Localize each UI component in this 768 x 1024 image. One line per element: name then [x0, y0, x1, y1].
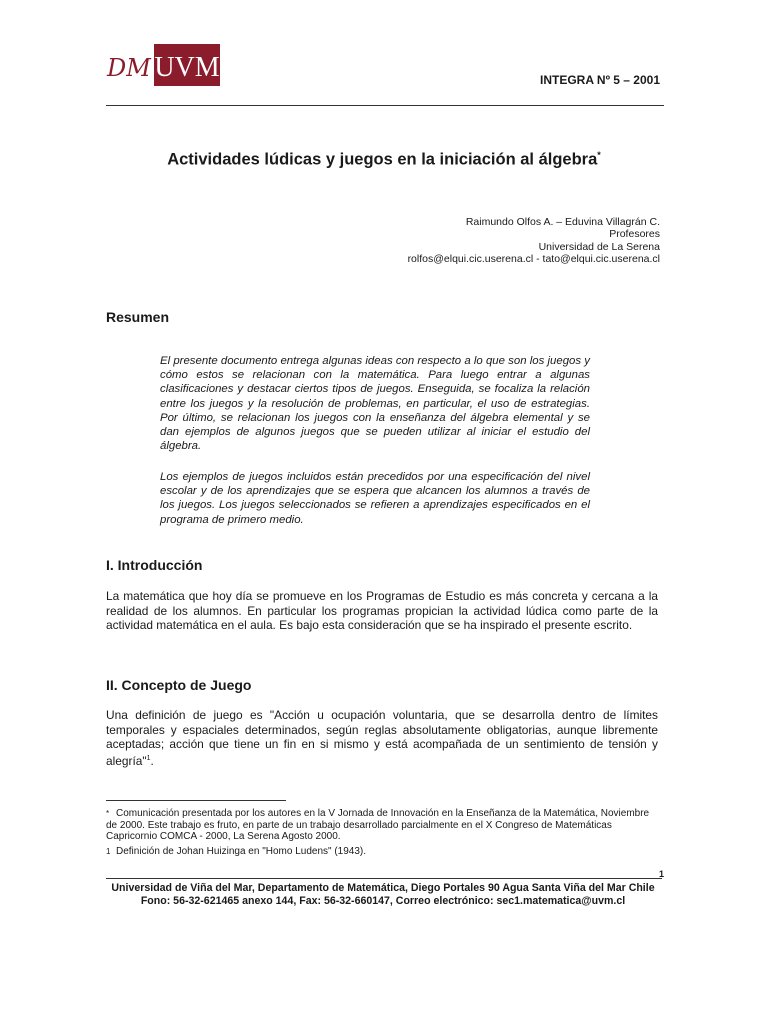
footnote-ref-1[interactable]: 1 [146, 754, 151, 762]
footer-divider [106, 878, 662, 879]
footnote-1-mark: 1 [106, 847, 111, 856]
footnote-star-mark: * [106, 809, 110, 818]
logo-uvm-text: UVM [154, 52, 220, 83]
footnote-star [106, 808, 658, 843]
logo-dm-text: DM [107, 54, 151, 82]
header-divider [106, 105, 664, 106]
concepto-heading: II. Concepto de Juego [106, 677, 252, 693]
journal-issue: INTEGRA Nº 5 – 2001 [540, 73, 660, 87]
footnote-divider [106, 800, 286, 801]
author-emails: rolfos@elqui.cic.userena.cl - tato@elqui.cic.userena.cl [407, 252, 660, 265]
abstract-paragraph-2: Los ejemplos de juegos incluidos están precedidos por una especificación del nivel escolar y de los aprendizajes que se espera que alcancen los alumnos a través de los juegos. Los juegos seleccionados se refieren a aprendizajes especificados en el programa de primero medio. [160, 471, 590, 526]
concepto-paragraph [106, 708, 658, 768]
author-block [408, 216, 660, 265]
footer-contact: Fono: 56-32-621465 anexo 144, Fax: 56-32-660147, Correo electrónico: sec1.matematica@uvm.cl [140, 894, 626, 907]
concepto-text: Una definición de juego es "Acción u ocupación voluntaria, que se desarrolla dentro de límites temporales y espaciales determinados, según reglas absolutamente obligatorias, aunque libremente aceptadas; acción que tiene un fin en si mismo y está acompañada de un sentimiento de tensión y alegría" [106, 708, 658, 768]
title-footnote-mark: * [597, 150, 601, 160]
footnote-1 [106, 846, 658, 858]
author-role: Profesores [609, 228, 660, 241]
page-footer [100, 882, 666, 907]
author-affiliation: Universidad de La Serena [538, 240, 660, 253]
introduccion-heading: I. Introducción [106, 557, 203, 573]
author-names: Raimundo Olfos A. – Eduvina Villagrán C. [465, 216, 660, 228]
paper-title [0, 150, 768, 170]
introduccion-paragraph: La matemática que hoy día se promueve en los Programas de Estudio es más concreta y cercana a la realidad de los alumnos. En particular los programas propician la actividad lúdica como parte de la actividad matemática en el aula. Es bajo esta consideración que se ha inspirado el presente escrito. [106, 589, 658, 633]
footnote-star-text: Comunicación presentada por los autores en la V Jornada de Innovación en la Enseñanza de la Matemática, Noviembre de 2000. Este trabajo es fruto, en parte de un trabajo desarrollado parcialmente en el X Congreso de Matemáticas Capricornio COMCA - 2000, La Serena Agosto 2000. [106, 808, 650, 842]
paper-title-text: Actividades lúdicas y juegos en la iniciación al álgebra [167, 150, 598, 169]
abstract-paragraph-1: El presente documento entrega algunas ideas con respecto a lo que son los juegos y cómo estos se relacionan con la matemática. Para luego entrar a algunas clasificaciones y destacar ciertos tipos de juegos. Enseguida, se focaliza la relación entre los juegos y la resolución de problemas, en particular, el uso de estrategias. Por último, se relacionan los juegos con la enseñanza del álgebra elemental y se dan ejemplos de algunos juegos que se pueden utilizar al iniciar el estudio del álgebra. [160, 355, 590, 453]
page-number: 1 [658, 869, 664, 879]
footer-address: Universidad de Viña del Mar, Departamento de Matemática, Diego Portales 90 Agua Santa Viña del Mar Chile [111, 882, 655, 894]
dm-uvm-logo [106, 44, 220, 86]
resumen-heading: Resumen [106, 309, 170, 325]
footnote-1-text: Definición de Johan Huizinga en "Homo Ludens" (1943). [116, 846, 367, 857]
concepto-end: . [150, 753, 154, 768]
